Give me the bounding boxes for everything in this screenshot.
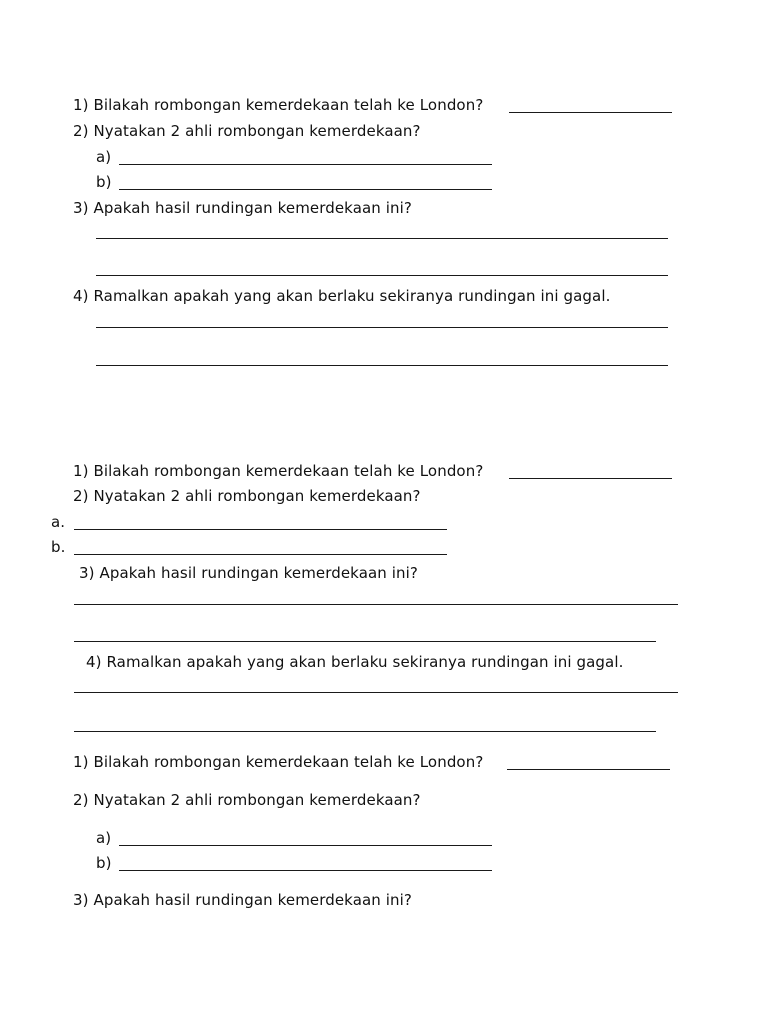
question-2-text: 2) Nyatakan 2 ahli rombongan kemerdekaan? bbox=[73, 122, 421, 140]
answer-line-q1[interactable] bbox=[509, 112, 672, 113]
option-b-label: b) bbox=[96, 173, 112, 191]
answer-line-q4-2[interactable] bbox=[74, 731, 656, 732]
question-3-text: 3) Apakah hasil rundingan kemerdekaan ini? bbox=[73, 891, 412, 909]
answer-line-q4-2[interactable] bbox=[96, 365, 668, 366]
answer-line-q4-1[interactable] bbox=[96, 327, 668, 328]
question-4-text: 4) Ramalkan apakah yang akan berlaku sekiranya rundingan ini gagal. bbox=[86, 653, 624, 671]
question-2-text: 2) Nyatakan 2 ahli rombongan kemerdekaan? bbox=[73, 791, 421, 809]
question-3-text: 3) Apakah hasil rundingan kemerdekaan ini? bbox=[79, 564, 418, 582]
question-2-text: 2) Nyatakan 2 ahli rombongan kemerdekaan? bbox=[73, 487, 421, 505]
question-1-text: 1) Bilakah rombongan kemerdekaan telah ke London? bbox=[73, 96, 484, 114]
option-a-label: a. bbox=[51, 513, 66, 531]
answer-line-q3-2[interactable] bbox=[74, 641, 656, 642]
option-b-label: b) bbox=[96, 854, 112, 872]
answer-line-q2b[interactable] bbox=[119, 870, 492, 871]
answer-line-q2b[interactable] bbox=[74, 554, 447, 555]
answer-line-q3-1[interactable] bbox=[74, 604, 678, 605]
question-3-text: 3) Apakah hasil rundingan kemerdekaan ini? bbox=[73, 199, 412, 217]
question-4-text: 4) Ramalkan apakah yang akan berlaku sekiranya rundingan ini gagal. bbox=[73, 287, 611, 305]
answer-line-q3-2[interactable] bbox=[96, 275, 668, 276]
answer-line-q2a[interactable] bbox=[119, 164, 492, 165]
answer-line-q2b[interactable] bbox=[119, 189, 492, 190]
answer-line-q2a[interactable] bbox=[74, 529, 447, 530]
answer-line-q3-1[interactable] bbox=[96, 238, 668, 239]
option-a-label: a) bbox=[96, 148, 112, 166]
answer-line-q1[interactable] bbox=[507, 769, 670, 770]
answer-line-q4-1[interactable] bbox=[74, 692, 678, 693]
option-b-label: b. bbox=[51, 538, 66, 556]
question-1-text: 1) Bilakah rombongan kemerdekaan telah ke London? bbox=[73, 462, 484, 480]
answer-line-q2a[interactable] bbox=[119, 845, 492, 846]
answer-line-q1[interactable] bbox=[509, 478, 672, 479]
question-1-text: 1) Bilakah rombongan kemerdekaan telah ke London? bbox=[73, 753, 484, 771]
option-a-label: a) bbox=[96, 829, 112, 847]
